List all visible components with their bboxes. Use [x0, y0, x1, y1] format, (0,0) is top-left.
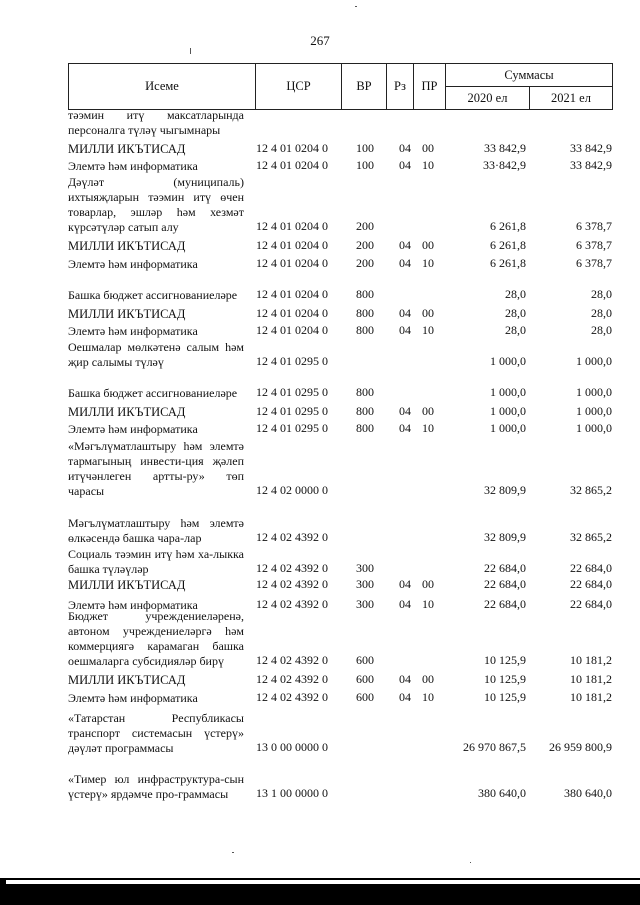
row-csr: 12 4 02 4392 0 — [256, 577, 328, 591]
row-2021: 33 842,9 — [570, 141, 612, 155]
row-csr: 13 1 00 0000 0 — [256, 786, 328, 800]
row-csr: 12 4 01 0295 0 — [256, 354, 328, 368]
row-csr: 12 4 01 0204 0 — [256, 287, 328, 301]
table-row — [68, 756, 613, 802]
row-name: МИЛЛИ ИКЪТИСАД — [68, 405, 186, 419]
row-pr: 10 — [422, 256, 434, 270]
row-csr: 12 4 01 0204 0 — [256, 141, 328, 155]
header-2020: 2020 ел — [467, 90, 508, 105]
row-name: Башка бюджет ассигнованиеләре — [68, 288, 238, 302]
row-pr: 10 — [422, 690, 434, 704]
row-name: «Тимер юл инфраструктура-сын үстерү» ярдәмче про-граммасы — [68, 772, 244, 801]
row-csr: 13 0 00 0000 0 — [256, 740, 328, 754]
table-row — [68, 138, 613, 157]
header-rz: Рз — [394, 79, 406, 93]
table-row — [68, 609, 613, 669]
row-rz: 04 — [399, 238, 411, 252]
row-vr: 300 — [356, 577, 374, 591]
table-row — [68, 110, 613, 138]
row-csr: 12 4 01 0295 0 — [256, 385, 328, 399]
row-csr: 12 4 01 0204 0 — [256, 323, 328, 337]
row-csr: 12 4 01 0295 0 — [256, 404, 328, 418]
row-pr: 10 — [422, 323, 434, 337]
row-name: «Мәгълүматлаштыру һәм элемтә тармагының инвести-ция җәлеп итүчәнлеген артты-ру» төп чарасы — [68, 439, 244, 498]
row-pr: 00 — [422, 238, 434, 252]
row-2020: 380 640,0 — [478, 786, 526, 800]
row-vr: 800 — [356, 323, 374, 337]
row-rz: 04 — [399, 323, 411, 337]
row-pr: 00 — [422, 672, 434, 686]
row-rz: 04 — [399, 256, 411, 270]
row-pr: 10 — [422, 421, 434, 435]
row-2021: 28,0 — [591, 323, 612, 337]
row-name: Башка бюджет ассигнованиеләре — [68, 386, 238, 400]
row-csr: 12 4 02 4392 0 — [256, 561, 328, 575]
row-csr: 12 4 02 4392 0 — [256, 530, 328, 544]
row-vr: 800 — [356, 421, 374, 435]
scan-bottom-bar — [0, 884, 640, 905]
row-2021: 1 000,0 — [576, 421, 612, 435]
row-pr: 00 — [422, 577, 434, 591]
row-vr: 100 — [356, 158, 374, 172]
table-row — [68, 420, 613, 437]
row-vr: 800 — [356, 404, 374, 418]
row-2021: 10 181,2 — [570, 690, 612, 704]
header-pr: ПР — [421, 79, 438, 93]
row-2021: 10 181,2 — [570, 653, 612, 667]
row-2021: 1 000,0 — [576, 354, 612, 368]
row-vr: 200 — [356, 219, 374, 233]
row-pr: 00 — [422, 141, 434, 155]
row-2021: 10 181,2 — [570, 672, 612, 686]
row-rz: 04 — [399, 672, 411, 686]
row-pr: 10 — [422, 158, 434, 172]
row-2021: 22 684,0 — [570, 597, 612, 611]
row-name: тәэмин итү максатларында персоналга түләү чыгымнары — [68, 108, 244, 137]
row-name: Дәүләт (муниципаль) ихтыяҗларын тәэмин итү өчен товарлар, эшләр һәм хезмәт күрсәтүләр сатып алу — [68, 175, 244, 234]
row-vr: 600 — [356, 653, 374, 667]
row-2020: 1 000,0 — [490, 421, 526, 435]
table-row — [68, 499, 613, 546]
row-2020: 10 125,9 — [484, 672, 526, 686]
row-2021: 6 378,7 — [576, 219, 612, 233]
row-name: МИЛЛИ ИКЪТИСАД — [68, 239, 186, 253]
scan-speck — [232, 852, 234, 853]
row-2020: 32 809,9 — [484, 483, 526, 497]
header-2021: 2021 ел — [551, 90, 591, 105]
row-2021: 28,0 — [591, 306, 612, 320]
row-2021: 6 378,7 — [576, 256, 612, 270]
row-rz: 04 — [399, 421, 411, 435]
row-vr: 800 — [356, 306, 374, 320]
page-number: 267 — [310, 33, 330, 48]
row-2021: 1 000,0 — [576, 404, 612, 418]
row-vr: 100 — [356, 141, 374, 155]
table-row — [68, 303, 613, 322]
row-2020: 28,0 — [505, 287, 526, 301]
row-2020: 28,0 — [505, 323, 526, 337]
row-name: МИЛЛИ ИКЪТИСАД — [68, 578, 186, 592]
row-2021: 22 684,0 — [570, 577, 612, 591]
row-vr: 200 — [356, 256, 374, 270]
table-row — [68, 688, 613, 706]
row-2020: 32 809,9 — [484, 530, 526, 544]
table-row — [68, 174, 613, 235]
scan-speck — [190, 48, 191, 54]
row-2021: 33 842,9 — [570, 158, 612, 172]
row-2020: 10 125,9 — [484, 653, 526, 667]
table-row — [68, 272, 613, 303]
table-row — [68, 401, 613, 420]
row-2021: 6 378,7 — [576, 238, 612, 252]
row-rz: 04 — [399, 597, 411, 611]
row-pr: 00 — [422, 306, 434, 320]
row-2020: 1 000,0 — [490, 385, 526, 399]
row-2021: 28,0 — [591, 287, 612, 301]
row-2020: 22 684,0 — [484, 561, 526, 575]
row-vr: 300 — [356, 597, 374, 611]
row-rz: 04 — [399, 141, 411, 155]
table-row — [68, 322, 613, 339]
row-vr: 300 — [356, 561, 374, 575]
row-csr: 12 4 02 4392 0 — [256, 672, 328, 686]
row-name: Элемтә һәм информатика — [68, 257, 198, 271]
row-name: Элемтә һәм информатика — [68, 422, 198, 436]
scan-speck — [470, 862, 471, 863]
row-csr: 12 4 01 0204 0 — [256, 306, 328, 320]
row-rz: 04 — [399, 404, 411, 418]
table-row — [68, 706, 613, 756]
row-name: Оешмалар мөлкәтенә салым һәм җир салымы түләү — [68, 340, 244, 369]
row-rz: 04 — [399, 690, 411, 704]
row-2020: 6 261,8 — [490, 256, 526, 270]
row-2020: 33 842,9 — [484, 141, 526, 155]
header-name: Исеме — [145, 79, 179, 93]
row-vr: 800 — [356, 385, 374, 399]
row-2020: 22 684,0 — [484, 597, 526, 611]
row-2021: 1 000,0 — [576, 385, 612, 399]
row-name: МИЛЛИ ИКЪТИСАД — [68, 142, 186, 156]
row-csr: 12 4 01 0204 0 — [256, 158, 328, 172]
row-2020: 22 684,0 — [484, 577, 526, 591]
row-rz: 04 — [399, 158, 411, 172]
row-2021: 26 959 800,9 — [549, 740, 612, 754]
row-2020: 6 261,8 — [490, 238, 526, 252]
row-pr: 10 — [422, 597, 434, 611]
table-row — [68, 669, 613, 688]
table-row — [68, 157, 613, 174]
table-row — [68, 339, 613, 370]
row-csr: 12 4 02 4392 0 — [256, 690, 328, 704]
row-csr: 12 4 01 0204 0 — [256, 256, 328, 270]
row-csr: 12 4 01 0204 0 — [256, 219, 328, 233]
row-csr: 12 4 01 0204 0 — [256, 238, 328, 252]
scan-speck — [355, 6, 357, 7]
row-2020: 26 970 867,5 — [463, 740, 526, 754]
row-vr: 800 — [356, 287, 374, 301]
row-2020: 10 125,9 — [484, 690, 526, 704]
row-csr: 12 4 01 0295 0 — [256, 421, 328, 435]
header-csr: ЦСР — [286, 79, 311, 93]
row-name: Элемтә һәм информатика — [68, 159, 198, 173]
row-csr: 12 4 02 0000 0 — [256, 483, 328, 497]
row-name: Элемтә һәм информатика — [68, 691, 198, 705]
header-vr: ВР — [356, 79, 372, 93]
row-name: МИЛЛИ ИКЪТИСАД — [68, 307, 186, 321]
row-2020: 1 000,0 — [490, 354, 526, 368]
row-2021: 32 865,2 — [570, 483, 612, 497]
row-2020: 1 000,0 — [490, 404, 526, 418]
row-name: Социаль тәэмин итү һәм ха-лыкка башка түләүләр — [68, 547, 244, 576]
row-name: Элемтә һәм информатика — [68, 324, 198, 338]
row-2021: 380 640,0 — [564, 786, 612, 800]
table-row — [68, 370, 613, 401]
table-row — [68, 546, 613, 577]
header-sums: Суммасы — [504, 67, 554, 82]
table-row — [68, 254, 613, 272]
row-name: Мәгълүматлаштыру һәм элемтә өлкәсендә башка чара-лар — [68, 516, 244, 545]
row-rz: 04 — [399, 577, 411, 591]
row-2021: 22 684,0 — [570, 561, 612, 575]
row-vr: 600 — [356, 690, 374, 704]
row-name: Бюджет учреждениеләренә, автоном учреждениеләргә һәм коммерциягә карамаган башка оешмаларга субсидияләр бирү — [68, 609, 244, 668]
row-csr: 12 4 02 4392 0 — [256, 653, 328, 667]
row-2020: 33·842,9 — [483, 158, 526, 172]
row-2021: 32 865,2 — [570, 530, 612, 544]
row-name: Элемтә һәм информатика — [68, 598, 198, 612]
table-row — [68, 577, 613, 593]
row-2020: 6 261,8 — [490, 219, 526, 233]
row-2020: 28,0 — [505, 306, 526, 320]
row-csr: 12 4 02 4392 0 — [256, 597, 328, 611]
row-name: МИЛЛИ ИКЪТИСАД — [68, 673, 186, 687]
row-vr: 200 — [356, 238, 374, 252]
row-name: «Татарстан Республикасы транспорт системасын үстерү» дәүләт программасы — [68, 711, 244, 755]
row-rz: 04 — [399, 306, 411, 320]
table-row — [68, 235, 613, 254]
table-row — [68, 437, 613, 499]
row-pr: 00 — [422, 404, 434, 418]
row-vr: 600 — [356, 672, 374, 686]
